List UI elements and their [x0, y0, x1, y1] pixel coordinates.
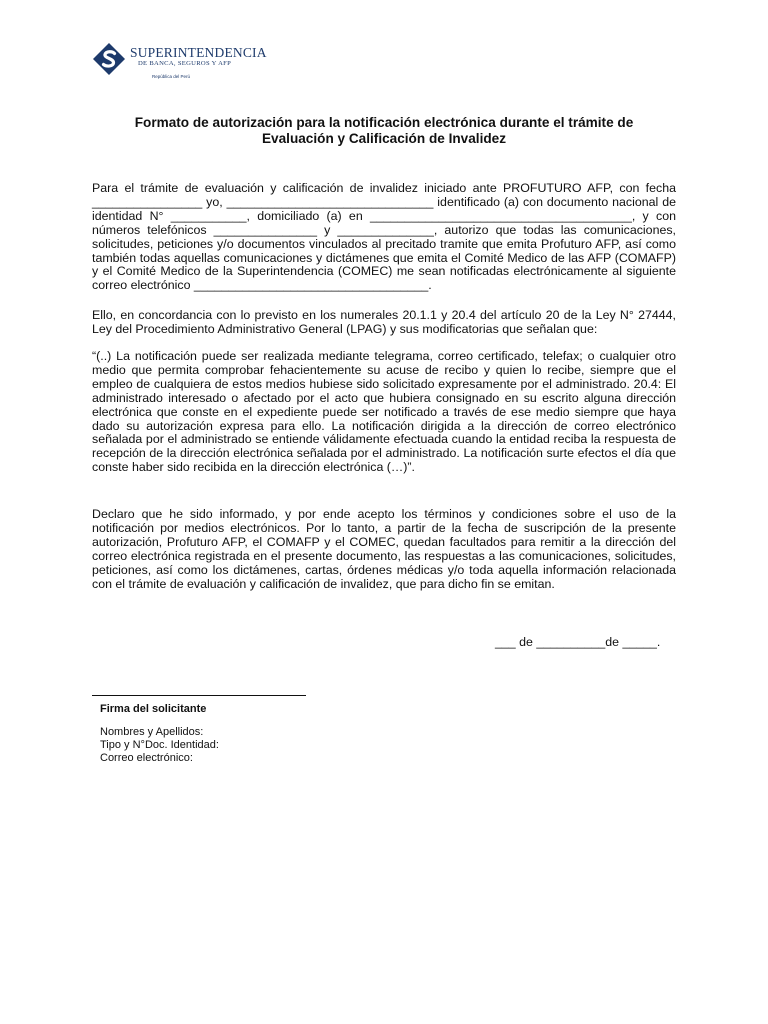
- logo-country: República del Perú: [152, 74, 191, 79]
- document-title-line-2: Evaluación y Calificación de Invalidez: [261, 131, 507, 146]
- signer-email-label: Correo electrónico:: [100, 752, 193, 764]
- document-title: [92, 115, 676, 147]
- declaration-paragraph: Declaro que he sido informado, y por ende acepto los términos y condiciones sobre el uso de la notificación por medios electrónicos. Por lo tanto, a partir de la fecha de suscripción de la presente autorización, Profuturo AFP, el COMAFP y el COMEC, quedan facultados para remitir a la dirección del correo electrónica registrada en el presente documento, las respuestas a las comunicaciones, solicitudes, peticiones, así como los dictámenes, cartas, órdenes médicas y/o toda aquella información relacionada con el trámite de evaluación y calificación de invalidez, que para dicho fin se emitan.: [92, 507, 676, 591]
- signature-title: Firma del solicitante: [100, 703, 207, 715]
- sbs-logo: [92, 40, 267, 86]
- signature-line: [92, 695, 306, 696]
- law-quote-paragraph: “(..) La notificación puede ser realizada mediante telegrama, correo certificado, telefax; o cualquier otro medio que permita comprobar fehacientemente su acuse de recibo y quien lo recibe, siempre que el empleo de cualquiera de estos medios hubiese sido solicitado expresamente por el administrado. 20.4: El administrado interesado o afectado por el acto que hubiera consignado en su escrito alguna dirección electrónica que conste en el expediente puede ser notificado a través de ese medio siempre que haya dado su autorización expresa para ello. La notificación dirigida a la dirección de correo electrónico señalada por el administrado se entiende válidamente efectuada cuando la entidad reciba la respuesta de recepción de la dirección electrónica señalada por el administrado. La notificación surte efectos el día que conste haber sido recibida en la dirección electrónica (…)”.: [92, 349, 676, 475]
- document-title-line-1: Formato de autorización para la notificación electrónica durante el trámite de: [134, 115, 634, 130]
- authorization-paragraph: Para el trámite de evaluación y calificación de invalidez iniciado ante PROFUTURO AFP, con fecha ________________ yo, ______________________________ identificado (a) con documento nacional de identidad N° ___________, domiciliado (a) en ______________________________________, y con números telefónicos _______________ y ______________, autorizo que todas las comunicaciones, solicitudes, peticiones y/o documentos vinculados al precitado tramite que emita Profuturo AFP, así como también todas aquellas comunicaciones y dictámenes que emita el Comité Medico de las AFP (COMAFP) y el Comité Medico de la Superintendencia (COMEC) me sean notificadas electrónicamente al siguiente correo electrónico __________________________________.: [92, 181, 676, 293]
- date-line: ___ de __________de _____.: [495, 635, 661, 649]
- logo-title: SUPERINTENDENCIA: [130, 45, 267, 60]
- legal-basis-paragraph: Ello, en concordancia con lo previsto en los numerales 20.1.1 y 20.4 del artículo 20 de la Ley N° 27444, Ley del Procedimiento Administrativo General (LPAG) y sus modificatorias que señalan que:: [92, 308, 676, 336]
- logo-subtitle: DE BANCA, SEGUROS Y AFP: [138, 60, 232, 67]
- signer-id-label: Tipo y N°Doc. Identidad:: [100, 739, 219, 751]
- sbs-emblem-icon: [92, 42, 126, 76]
- signer-name-label: Nombres y Apellidos:: [100, 726, 204, 738]
